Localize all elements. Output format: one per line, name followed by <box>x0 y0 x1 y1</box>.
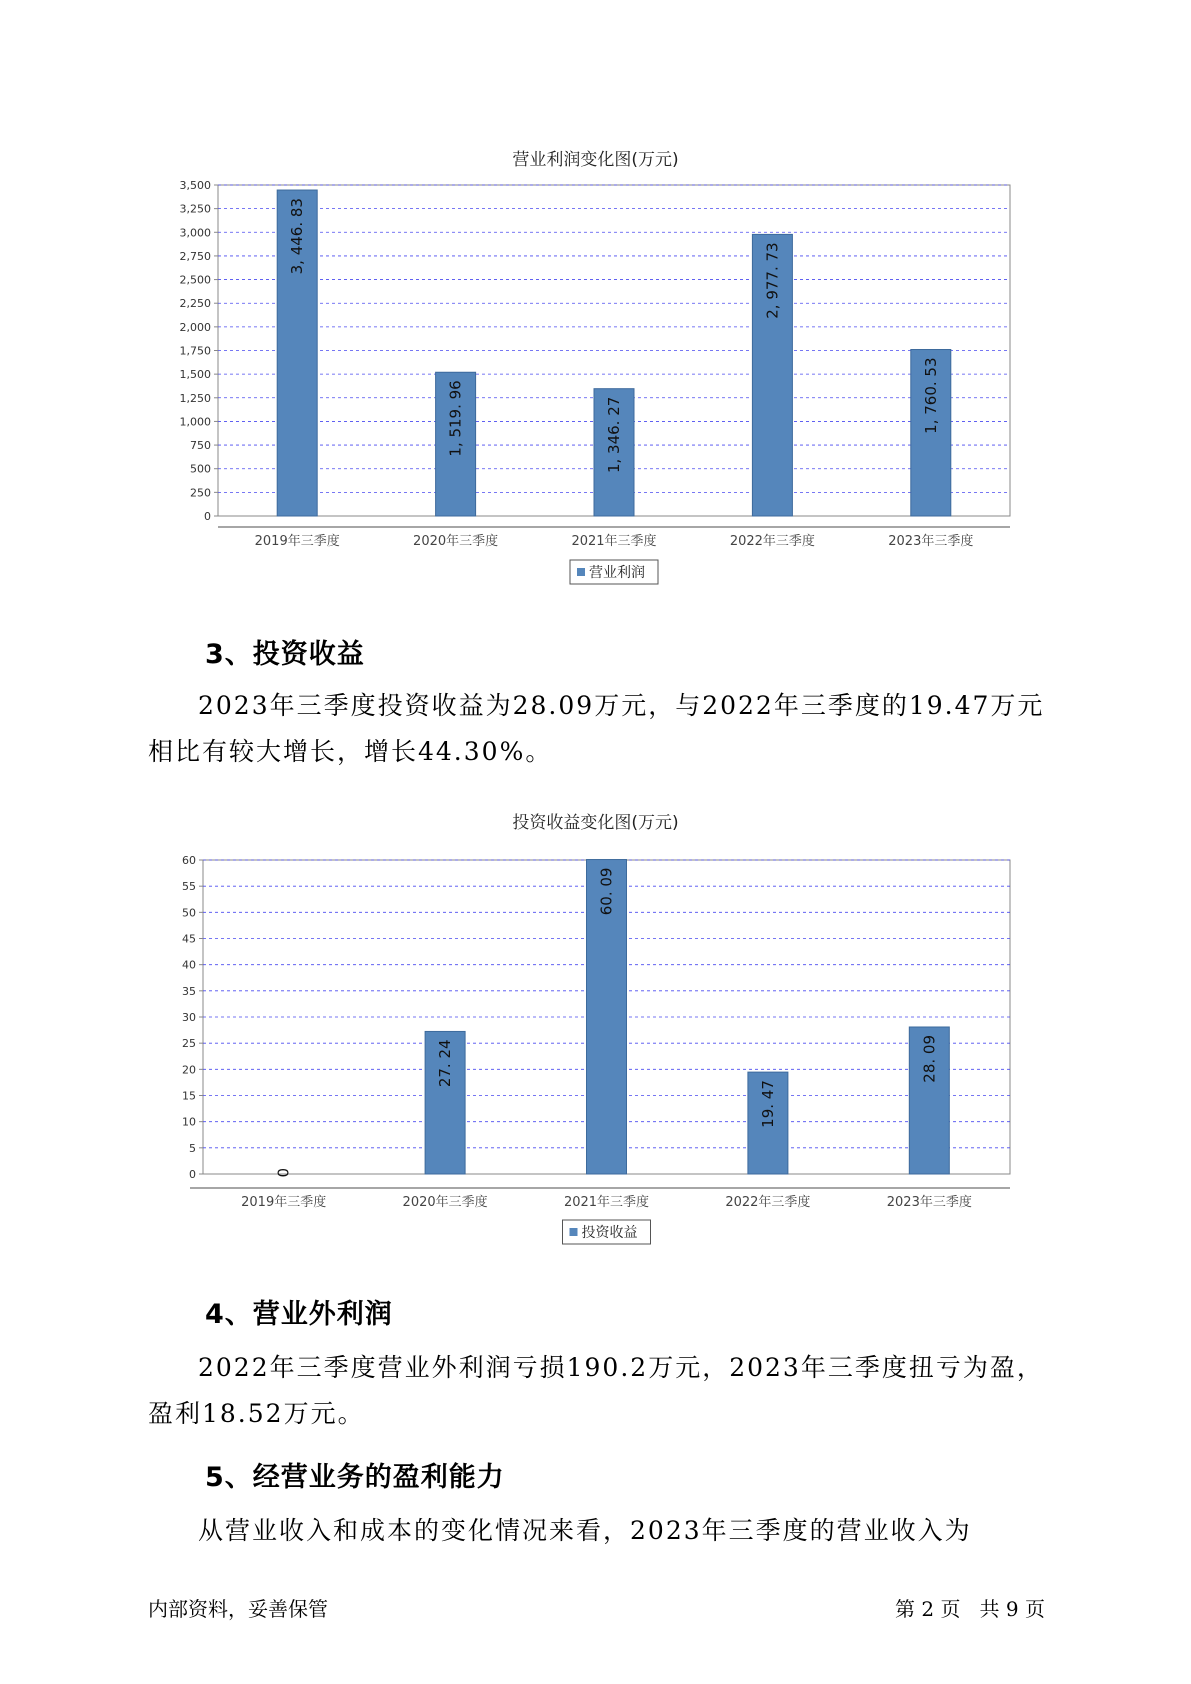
y-tick-label: 30 <box>182 1011 196 1024</box>
y-tick-label: 2,000 <box>179 320 211 334</box>
section-paragraph-investment-income: 2023年三季度投资收益为28.09万元，与2022年三季度的19.47万元相比有较大增长，增长44.30%。 <box>148 691 1045 766</box>
legend <box>563 1220 651 1244</box>
y-tick-label: 0 <box>204 510 211 523</box>
y-tick-label: 1,500 <box>179 368 211 382</box>
y-tick-label: 2,750 <box>179 249 211 263</box>
y-tick-label: 40 <box>182 958 196 972</box>
y-tick-label: 50 <box>182 906 196 920</box>
y-tick-label: 500 <box>190 462 211 476</box>
investment-income-chart <box>0 835 1191 1255</box>
bar-data-label: 3, 446. 83 <box>288 198 307 275</box>
x-category-label: 2020年三季度 <box>402 1195 488 1210</box>
footer-page-number: 第 2 页 共 9 页 <box>895 1597 1045 1621</box>
y-tick-label: 3,250 <box>179 202 211 216</box>
x-category-label: 2019年三季度 <box>254 534 340 549</box>
x-category-label: 2023年三季度 <box>886 1195 972 1210</box>
section-heading-profitability: 5、经营业务的盈利能力 <box>205 1462 505 1493</box>
y-tick-label: 1,750 <box>179 344 211 358</box>
chart2-title: 投资收益变化图(万元) <box>512 813 679 833</box>
y-tick-label: 0 <box>189 1168 196 1181</box>
x-category-label: 2019年三季度 <box>241 1195 327 1210</box>
bar-data-label: 1, 760. 53 <box>921 357 940 434</box>
legend-swatch <box>577 568 585 576</box>
section-heading-investment-income: 3、投资收益 <box>205 639 365 670</box>
x-category-label: 2022年三季度 <box>729 534 815 549</box>
y-tick-label: 1,250 <box>179 391 211 405</box>
x-category-label: 2021年三季度 <box>571 534 657 549</box>
bar-data-label: 19. 47 <box>758 1080 777 1128</box>
legend-swatch <box>570 1228 578 1236</box>
bar-data-label: 28. 09 <box>920 1034 939 1083</box>
legend-label: 营业利润 <box>589 565 645 581</box>
section-paragraph-non-operating-profit: 2022年三季度营业外利润亏损190.2万元，2023年三季度扭亏为盈，盈利18.52万元。 <box>148 1353 1044 1428</box>
bar-data-label: 2, 977. 73 <box>763 242 782 319</box>
y-tick-label: 750 <box>190 439 211 453</box>
y-tick-label: 3,500 <box>179 179 211 192</box>
bar-data-label: 1, 346. 27 <box>605 396 623 474</box>
y-tick-label: 10 <box>182 1115 196 1129</box>
bar-data-label: 0 <box>274 1168 293 1178</box>
legend-label: 投资收益 <box>581 1225 638 1241</box>
y-tick-label: 3,000 <box>179 226 211 240</box>
section-paragraph-profitability: 从营业收入和成本的变化情况来看，2023年三季度的营业收入为 <box>198 1516 972 1545</box>
y-tick-label: 35 <box>182 984 196 998</box>
y-tick-label: 250 <box>190 486 211 500</box>
chart1-title: 营业利润变化图(万元) <box>512 150 679 170</box>
x-category-label: 2020年三季度 <box>413 534 499 549</box>
x-category-label: 2023年三季度 <box>888 534 974 549</box>
section-heading-non-operating-profit: 4、营业外利润 <box>205 1299 393 1330</box>
y-tick-label: 2,250 <box>179 297 211 311</box>
y-tick-label: 15 <box>182 1089 196 1103</box>
x-category-label: 2022年三季度 <box>725 1195 811 1210</box>
operating-profit-chart <box>0 175 1191 595</box>
y-tick-label: 25 <box>182 1037 196 1051</box>
bar-data-label: 27. 24 <box>436 1039 455 1088</box>
y-tick-label: 1,000 <box>179 415 211 429</box>
y-tick-label: 45 <box>182 932 196 946</box>
y-tick-label: 55 <box>182 880 196 894</box>
bar-data-label: 60. 09 <box>597 867 616 916</box>
legend <box>570 560 658 584</box>
y-tick-label: 2,500 <box>179 273 211 287</box>
x-category-label: 2021年三季度 <box>563 1195 650 1210</box>
y-tick-label: 5 <box>189 1141 196 1155</box>
y-tick-label: 60 <box>182 854 196 867</box>
footer-confidential-note: 内部资料，妥善保管 <box>148 1597 328 1621</box>
y-tick-label: 20 <box>182 1063 196 1077</box>
bar-data-label: 1, 519. 96 <box>446 380 465 457</box>
